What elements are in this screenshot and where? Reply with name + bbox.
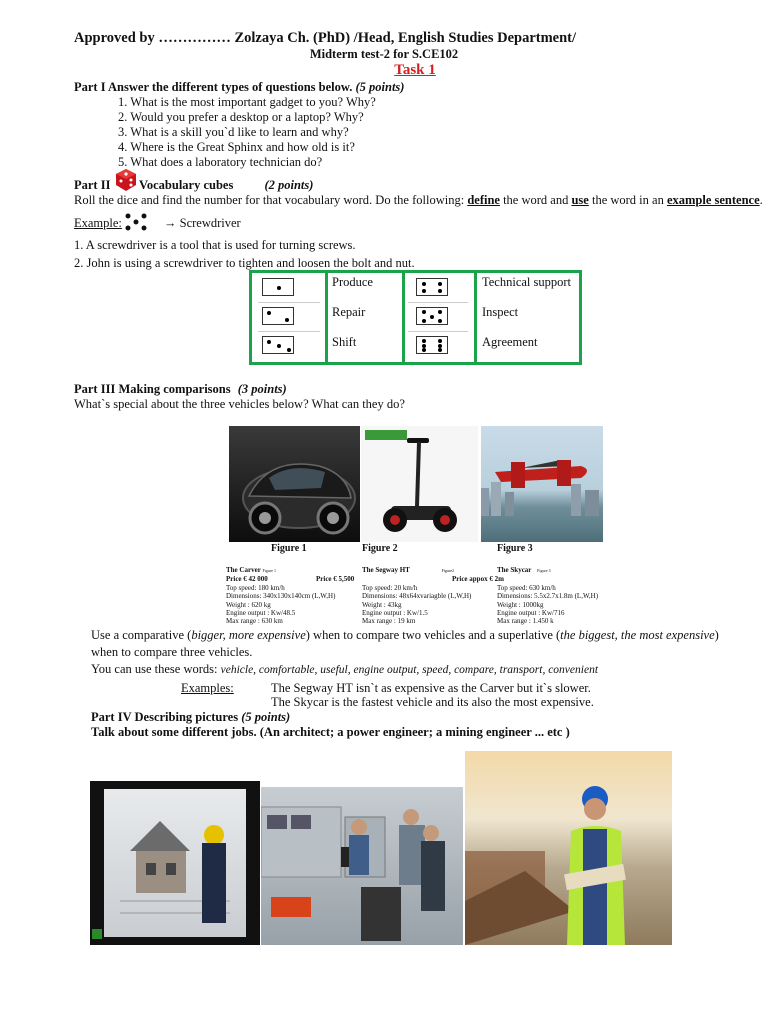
instr-text-1: Roll the dice and find the number for that vocabulary word. Do the following: bbox=[74, 193, 468, 207]
power-engineer-image bbox=[261, 787, 463, 945]
spec-line: Weight : 43kg bbox=[362, 600, 402, 609]
five-dots-dice-icon bbox=[124, 212, 150, 232]
test-subtitle: Midterm test-2 for S.CE102 bbox=[309, 47, 459, 61]
part1-heading bbox=[74, 80, 404, 95]
part2-title: Part II bbox=[74, 178, 111, 192]
instr-text-3: the word in an bbox=[588, 193, 667, 207]
red-dice-icon bbox=[114, 168, 138, 192]
spec-line: Engine output : Kw/48.5 bbox=[226, 609, 296, 618]
spec-line: Dimensions: 48x64xvariagble (L,W,H) bbox=[362, 592, 472, 601]
spec-line: Dimensions: 340x130x140cm (L,W,H) bbox=[226, 592, 336, 601]
instr-use: use bbox=[571, 193, 589, 207]
table-divider bbox=[474, 273, 477, 362]
word-bank-words: vehicle, comfortable, useful, engine output, speed, compare, transport, convenient bbox=[220, 664, 599, 676]
spec-line: Top speed: 180 km/h bbox=[226, 583, 285, 592]
dice-face-two bbox=[262, 307, 294, 325]
instr-text-4: . bbox=[759, 193, 763, 207]
part4-points: (5 points) bbox=[241, 710, 291, 724]
part1-title: Part I Answer the different types of questions below. bbox=[74, 80, 353, 94]
dice-face-five bbox=[416, 307, 448, 325]
question-item: 5. What does a laboratory technician do? bbox=[118, 155, 323, 169]
vehicle-name: The Skycar bbox=[497, 566, 532, 574]
vehicle-price: Price appox € 2m bbox=[452, 575, 504, 584]
vocab-word: Inspect bbox=[482, 305, 519, 319]
spec-line: Engine output : Kw/716 bbox=[497, 609, 565, 618]
architect-image bbox=[90, 781, 260, 945]
spec-line: Max range : 19 km bbox=[362, 617, 416, 626]
question-item: 2. Would you prefer a desktop or a laptop? Why? bbox=[118, 110, 364, 124]
segway-price: Price € 5,500 bbox=[316, 575, 355, 584]
part4-heading bbox=[91, 710, 290, 725]
example-label: Example: bbox=[74, 216, 122, 230]
instr-text-2: the word and bbox=[499, 193, 572, 207]
dice-face-one bbox=[262, 278, 294, 296]
question-item: 1. What is the most important gadget to you? Why? bbox=[118, 95, 376, 109]
question-item: 3. What is a skill you`d like to learn and why? bbox=[118, 125, 349, 139]
example-sentence-2: 2. John is using a screwdriver to tighten and loosen the bolt and nut. bbox=[74, 256, 415, 270]
vocab-word: Shift bbox=[332, 335, 357, 349]
comparison-instruction-2: when to compare three vehicles. bbox=[91, 645, 253, 659]
skycar-image bbox=[481, 426, 603, 542]
instr-example-sentence: example sentence bbox=[666, 193, 760, 207]
dice-face-three bbox=[262, 336, 294, 354]
carver-vehicle-image bbox=[229, 426, 360, 542]
word-bank-label: You can use these words: bbox=[91, 662, 221, 676]
figure-caption: Figure 2 bbox=[362, 543, 398, 554]
dice-face-six bbox=[416, 336, 448, 354]
vehicle-name: The Segway HT bbox=[362, 566, 410, 574]
figure-caption: Figure 3 bbox=[497, 543, 533, 554]
spec-line: Max range : 630 km bbox=[226, 617, 283, 626]
comparison-example: The Segway HT isn`t as expensive as the Carver but it`s slower. bbox=[271, 681, 591, 695]
text-span: ) bbox=[714, 628, 719, 642]
dice-face-four bbox=[416, 278, 448, 296]
part2-heading bbox=[74, 178, 110, 193]
vocabulary-table bbox=[249, 270, 582, 365]
spec-line: Max range : 1.450 k bbox=[497, 617, 554, 626]
instr-define: define bbox=[467, 193, 500, 207]
question-item: 4. Where is the Great Sphinx and how old is it? bbox=[118, 140, 355, 154]
example-sentence-1: 1. A screwdriver is a tool that is used for turning screws. bbox=[74, 238, 356, 252]
spec-line: Weight : 620 kg bbox=[226, 600, 271, 609]
part3-heading bbox=[74, 382, 287, 397]
vocab-word: Agreement bbox=[482, 335, 538, 349]
vocab-word: Technical support bbox=[482, 275, 572, 289]
part2-points: (2 points) bbox=[264, 178, 314, 192]
spec-line: Dimensions: 5.5x2.7x1.8m (L,W,H) bbox=[497, 592, 599, 601]
part2-subheading bbox=[139, 178, 313, 193]
part3-question: What`s special about the three vehicles below? What can they do? bbox=[74, 397, 405, 411]
comparison-example: The Skycar is the fastest vehicle and its also the most expensive. bbox=[271, 695, 594, 709]
task-title: Task 1 bbox=[394, 62, 436, 78]
text-span: bigger, more expensive bbox=[191, 628, 306, 642]
example-word: → Screwdriver bbox=[164, 216, 241, 230]
part4-title: Part IV Describing pictures bbox=[91, 710, 239, 724]
spec-line: Top speed: 20 km/h bbox=[362, 583, 418, 592]
table-divider bbox=[325, 273, 328, 362]
part2-subtitle: Vocabulary cubes bbox=[139, 178, 234, 192]
carver-specs bbox=[226, 566, 360, 626]
part4-instruction: Talk about some different jobs. (An architect; a power engineer; a mining engineer ... etc ) bbox=[91, 725, 570, 739]
mining-engineer-image bbox=[465, 751, 672, 945]
vehicle-tag: Figure2 bbox=[441, 568, 455, 573]
figure-caption: Figure 1 bbox=[271, 543, 307, 554]
segway-image bbox=[361, 426, 478, 542]
part1-question-list bbox=[118, 95, 376, 170]
spec-line: Engine output : Kw/1.5 bbox=[362, 609, 428, 618]
spec-line: Top speed: 630 km/h bbox=[497, 583, 556, 592]
spec-line: Weight : 1000kg bbox=[497, 600, 544, 609]
approval-line: Approved by …………… Zolzaya Ch. (PhD) /Head, English Studies Department/ bbox=[74, 30, 577, 46]
part3-title: Part III Making comparisons bbox=[74, 382, 231, 396]
skycar-specs bbox=[452, 566, 627, 626]
part1-points: (5 points) bbox=[355, 80, 405, 94]
vocab-word: Repair bbox=[332, 305, 366, 319]
part2-instructions bbox=[74, 193, 763, 208]
examples-label: Examples: bbox=[181, 681, 234, 695]
text-span: ) when to compare two vehicles and a superlative ( bbox=[305, 628, 561, 642]
text-span: Use a comparative ( bbox=[91, 628, 192, 642]
table-divider bbox=[402, 273, 405, 362]
vehicle-tag: Figure 3 bbox=[537, 568, 551, 573]
vocab-word: Produce bbox=[332, 275, 373, 289]
vehicle-name: The Carver bbox=[226, 566, 261, 574]
vehicle-tag: Figure 1 bbox=[262, 568, 276, 573]
comparison-instruction bbox=[91, 628, 719, 643]
text-span: the biggest, the most expensive bbox=[560, 628, 715, 642]
vehicle-price: Price € 42 000 bbox=[226, 575, 268, 584]
part3-points: (3 points) bbox=[237, 382, 287, 396]
word-bank bbox=[91, 662, 598, 678]
